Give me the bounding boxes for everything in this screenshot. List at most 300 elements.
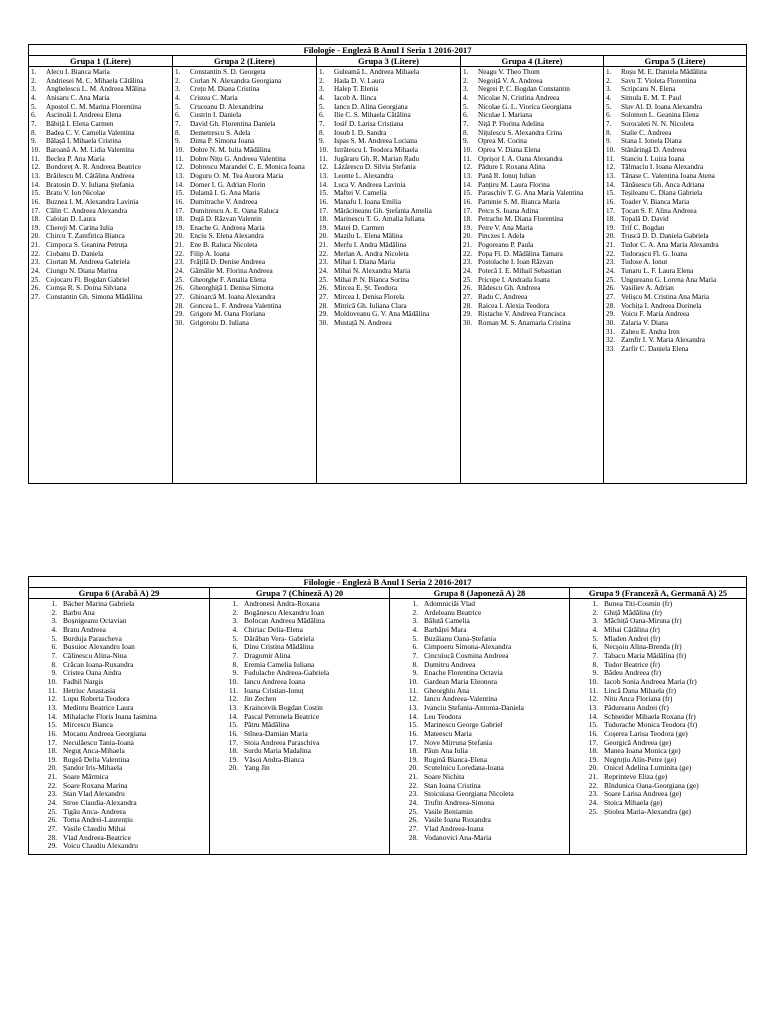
item-number: 9. <box>606 137 612 146</box>
student-list-item <box>214 713 386 722</box>
item-number: 28. <box>175 301 184 310</box>
student-name: Doguru O. M. Tea Aurora Maria <box>190 171 284 180</box>
student-list-item <box>606 345 744 354</box>
student-list-item <box>463 146 601 155</box>
group-4-list <box>461 67 603 328</box>
student-name: Șandor Iris-Mihaela <box>63 764 123 773</box>
group-1-list <box>29 67 172 302</box>
item-number: 25. <box>606 275 615 284</box>
student-name: Corlan N. Alexandra Georgiana <box>190 76 282 85</box>
student-name: Anisaru C. Ana Maria <box>46 93 110 102</box>
student-name: Călinescu Alina-Nina <box>63 651 127 660</box>
student-name: Mladen Andrei (fr) <box>604 634 661 643</box>
student-name: Ghiță Mădălina (fr) <box>604 608 662 617</box>
item-number: 1. <box>232 600 238 608</box>
student-list-item <box>463 224 601 233</box>
item-number: 14. <box>606 180 615 189</box>
item-number: 4. <box>606 93 612 102</box>
student-list-item <box>606 137 744 146</box>
student-list-item <box>31 111 170 120</box>
student-name: Tabacu Maria Mădălina (fr) <box>604 651 687 660</box>
item-number: 14. <box>408 712 418 721</box>
item-number: 12. <box>228 695 238 704</box>
item-number: 18. <box>588 747 598 756</box>
student-name: Georgică Andreea (ge) <box>604 738 672 747</box>
item-number: 15. <box>175 189 184 198</box>
student-list-item <box>31 276 170 285</box>
student-name: Grigoroiu D. Iuliana <box>190 319 249 328</box>
item-number: 5. <box>232 634 238 643</box>
student-list-item <box>319 129 458 138</box>
student-list-item <box>606 172 744 181</box>
student-name: Luca V. Andreea Lavinia <box>334 180 406 189</box>
student-list-item <box>606 207 744 216</box>
student-list-item <box>175 94 314 103</box>
item-number: 27. <box>408 825 418 834</box>
student-name: Demetrescu S. Adela <box>190 128 251 137</box>
item-number: 18. <box>31 215 40 224</box>
item-number: 2. <box>51 608 57 617</box>
item-number: 1. <box>463 68 469 76</box>
student-list-item <box>175 267 314 276</box>
student-list-item <box>31 103 170 112</box>
item-number: 29. <box>606 310 615 319</box>
student-list-item <box>33 713 206 722</box>
item-number: 11. <box>229 686 238 695</box>
student-list-item <box>606 77 744 86</box>
student-list-item <box>574 695 743 704</box>
student-name: Mihai P. N. Bianca Sorina <box>334 275 410 284</box>
student-name: Voicu Claudiu Alexandru <box>63 842 138 851</box>
student-name: Iacob Sonia Andreea Maria (fr) <box>604 677 697 686</box>
student-list-item <box>31 232 170 241</box>
group-6-list <box>29 599 209 851</box>
student-name: Eremia Camelia Iuliana <box>244 660 315 669</box>
item-number: 20. <box>588 764 598 773</box>
student-name: Slav Al. D. Ioana Alexandra <box>621 102 703 111</box>
item-number: 4. <box>412 625 418 634</box>
item-number: 19. <box>228 755 238 764</box>
student-name: Ungureanu G. Lorena Ana Maria <box>621 275 717 284</box>
item-number: 21. <box>175 241 184 250</box>
student-name: Măchiță Oana-Miruna (fr) <box>604 617 682 626</box>
item-number: 3. <box>412 617 418 626</box>
item-number: 25. <box>31 275 40 284</box>
student-name: Fadhil Nargis <box>63 677 104 686</box>
student-list-item <box>463 129 601 138</box>
student-list-item <box>574 617 743 626</box>
student-list-item <box>33 764 206 773</box>
item-number: 18. <box>228 747 238 756</box>
student-list-item <box>574 782 743 791</box>
student-list-item <box>33 782 206 791</box>
student-name: Marinescu T. G. Amalia Iuliana <box>334 215 425 224</box>
student-list-item <box>214 617 386 626</box>
student-list-item <box>175 163 314 172</box>
student-name: Potecă I. E. Mihail Sebastian <box>478 267 562 276</box>
group-6-list-cell <box>29 599 210 855</box>
item-number: 11. <box>31 154 40 163</box>
student-list-item <box>319 111 458 120</box>
series-2-body-row <box>29 599 747 855</box>
student-list-item <box>33 669 206 678</box>
student-name: Gheorghe F. Amalia Elena <box>190 275 266 284</box>
item-number: 21. <box>463 241 472 250</box>
item-number: 1. <box>319 68 325 76</box>
student-list-item <box>175 103 314 112</box>
student-name: Pascal Petronela Beatrice <box>244 712 320 721</box>
student-name: Țocan S. F. Alina Andreea <box>621 206 697 215</box>
student-name: Savu T. Violeta Florentina <box>621 76 697 85</box>
student-list-item <box>175 181 314 190</box>
student-name: Zamfir I. V. Maria Alexandra <box>621 336 705 345</box>
student-name: Enciu S. Elena Alexandra <box>190 232 264 241</box>
student-name: Niță P. Florina Adelina <box>478 119 544 128</box>
item-number: 29. <box>319 310 328 319</box>
student-name: Schneider Mihaela Roxana (fr) <box>604 712 696 721</box>
student-list-item <box>463 258 601 267</box>
student-name: Ciortan M. Andreea Gabriela <box>46 258 130 267</box>
student-name: Dinu Cristina Mădălina <box>244 643 314 652</box>
student-name: Chircu T. Zamfirica Bianca <box>46 232 125 241</box>
student-list-item <box>33 661 206 670</box>
item-number: 10. <box>31 145 40 154</box>
item-number: 13. <box>606 171 615 180</box>
item-number: 16. <box>228 729 238 738</box>
student-list-item <box>463 163 601 172</box>
student-list-item <box>394 790 566 799</box>
item-number: 12. <box>463 163 472 172</box>
student-name: Kraincevik Bogdan Costin <box>244 703 323 712</box>
student-name: Truscă D. D. Daniela Gabriela <box>621 232 709 241</box>
student-name: Vasile Beniamin <box>424 807 473 816</box>
student-name: Negrei P. C. Bogdan Constantin <box>478 85 570 94</box>
item-number: 24. <box>31 267 40 276</box>
item-number: 16. <box>606 197 615 206</box>
item-number: 5. <box>51 634 57 643</box>
group-6-header: Grupa 6 (Arabă A) 29 <box>29 588 210 599</box>
student-name: Fudulache Andreea-Gabriela <box>244 669 330 678</box>
item-number: 12. <box>31 163 40 172</box>
student-name: Zarfir C. Daniela Elena <box>621 345 689 353</box>
student-name: Domer I. G. Adrian Florin <box>190 180 266 189</box>
student-list-item <box>31 137 170 146</box>
student-list-item <box>175 189 314 198</box>
student-list-item <box>31 172 170 181</box>
student-name: Gardean Maria Eleonora <box>424 677 498 686</box>
student-list-item <box>394 687 566 696</box>
student-name: Beclea P. Ana Maria <box>46 154 105 163</box>
item-number: 5. <box>175 102 181 111</box>
student-name: Toader V. Bianca Maria <box>621 197 690 206</box>
item-number: 8. <box>175 128 181 137</box>
student-list-item <box>394 652 566 661</box>
student-name: Raicea I. Alexia Teodora <box>478 301 550 310</box>
item-number: 20. <box>228 764 238 773</box>
student-list-item <box>33 739 206 748</box>
item-number: 10. <box>228 677 238 686</box>
student-name: Leu Teodora <box>424 712 462 721</box>
student-list-item <box>214 687 386 696</box>
item-number: 28. <box>47 833 57 842</box>
student-name: Dumitrache V. Andreea <box>190 197 258 206</box>
student-name: Simula E. M. T. Paul <box>621 93 682 102</box>
item-number: 2. <box>232 608 238 617</box>
student-list-item <box>33 730 206 739</box>
student-name: Popa Fl. D. Mădălina Tamara <box>478 249 563 258</box>
item-number: 9. <box>51 669 57 678</box>
student-name: Halep T. Elenis <box>334 85 379 94</box>
student-name: Barbăței Mara <box>424 625 467 634</box>
item-number: 21. <box>588 773 598 782</box>
student-name: Manafu I. Ioana Emilia <box>334 197 402 206</box>
student-name: Postolache I. Ioan Răzvan <box>478 258 554 267</box>
item-number: 20. <box>319 232 328 241</box>
student-name: Pădureanu Andrei (fr) <box>604 703 669 712</box>
item-number: 3. <box>606 85 612 94</box>
student-name: Tudor C. A. Ana Maria Alexandra <box>621 241 719 250</box>
student-name: Bălașă I. Mihaela Cristina <box>46 137 122 146</box>
student-name: Vodanovici Ana-Maria <box>424 833 492 842</box>
student-list-item <box>394 643 566 652</box>
student-name: Caloian D. Laura <box>46 215 96 224</box>
item-number: 14. <box>319 180 328 189</box>
student-list-item <box>214 626 386 635</box>
item-number: 21. <box>408 773 418 782</box>
student-name: Dumitrescu A. E. Oana Raluca <box>190 206 279 215</box>
item-number: 21. <box>31 241 40 250</box>
student-name: Andriesei M. C. Mihaela Cătălina <box>46 76 144 85</box>
student-list-item <box>33 790 206 799</box>
item-number: 12. <box>588 695 598 704</box>
student-list-item <box>33 609 206 618</box>
item-number: 27. <box>606 293 615 302</box>
item-number: 4. <box>319 93 325 102</box>
student-name: Nițulescu S. Alexandra Crina <box>478 128 563 137</box>
item-number: 17. <box>175 206 184 215</box>
student-name: Neagu V. Theo Thom <box>478 68 540 76</box>
student-name: Pană R. Ionuț Iulian <box>478 171 536 180</box>
item-number: 25. <box>175 275 184 284</box>
student-name: Toma Andrei-Laurențiu <box>63 816 133 825</box>
student-list-item <box>394 600 566 609</box>
item-number: 9. <box>592 669 598 678</box>
student-list-item <box>463 120 601 129</box>
student-list-item <box>574 626 743 635</box>
student-name: Iancu Andreea Ioana <box>244 677 306 686</box>
item-number: 1. <box>592 600 598 608</box>
student-name: Scutelnicu Loredana-Ioana <box>424 764 504 773</box>
student-name: Filip A. Ioana <box>190 249 230 258</box>
student-name: Petrache M. Diana Florentina <box>478 215 564 224</box>
student-name: Dumitru Andreea <box>424 660 476 669</box>
student-list-item <box>175 77 314 86</box>
item-number: 17. <box>319 206 328 215</box>
item-number: 3. <box>31 85 37 94</box>
series-1-header-row <box>29 56 747 67</box>
group-1-list-cell <box>29 67 173 484</box>
student-list-item <box>214 721 386 730</box>
student-name: Onicel Adelina Luminita (ge) <box>604 764 692 773</box>
student-list-item <box>319 258 458 267</box>
item-number: 30. <box>175 319 184 328</box>
student-name: Pogoreanu P. Paula <box>478 241 534 250</box>
group-7-list-cell <box>210 599 390 855</box>
group-9-list <box>570 599 746 816</box>
student-name: Bădeu Andreea (fr) <box>604 669 662 678</box>
student-name: Neguț Anca-Mihaela <box>63 747 125 756</box>
student-list-item <box>175 155 314 164</box>
student-name: Stoica Mihaela (ge) <box>604 799 663 808</box>
student-list-item <box>31 163 170 172</box>
item-number: 10. <box>408 677 418 686</box>
item-number: 23. <box>606 258 615 267</box>
student-name: Merfu I. Andra Mădălina <box>334 241 407 250</box>
student-list-item <box>319 215 458 224</box>
student-list-item <box>31 120 170 129</box>
student-list-item <box>31 241 170 250</box>
student-name: Frățilă D. Denise Andreea <box>190 258 266 267</box>
student-list-item <box>31 258 170 267</box>
student-list-item <box>574 713 743 722</box>
student-list-item <box>31 146 170 155</box>
item-number: 14. <box>47 712 57 721</box>
series-1-title: Filologie - Engleză B Anul I Seria 1 2016-2017 <box>29 45 747 56</box>
item-number: 24. <box>588 799 598 808</box>
student-name: Bratosin D. V. Iuliana Ștefania <box>46 180 134 189</box>
student-list-item <box>606 181 744 190</box>
student-list-item <box>606 68 744 77</box>
student-list-item <box>175 207 314 216</box>
student-name: Nicolae N. Cristina Andreea <box>478 93 560 102</box>
item-number: 19. <box>463 223 472 232</box>
student-list-item <box>606 94 744 103</box>
item-number: 3. <box>463 85 469 94</box>
item-number: 5. <box>319 102 325 111</box>
group-8-list <box>390 599 569 842</box>
student-name: Bogănescu Alexandru Ioan <box>244 608 325 617</box>
student-name: Trufin Andreea-Simona <box>424 799 495 808</box>
student-list-item <box>606 250 744 259</box>
student-name: Solomon L. Geanina Elena <box>621 111 699 120</box>
item-number: 2. <box>175 76 181 85</box>
student-name: Sorocaleti N. N. Nicoleta <box>621 119 694 128</box>
student-list-item <box>33 635 206 644</box>
student-name: Velișcu M. Cristina Ana Maria <box>621 293 710 302</box>
student-list-item <box>574 808 743 817</box>
student-name: Scripcaru N. Elena <box>621 85 676 94</box>
series-2-table <box>28 576 747 855</box>
student-list-item <box>33 747 206 756</box>
student-name: Băbiță I. Elena Carmen <box>46 119 114 128</box>
student-name: Ghioarcă M. Ioana Alexandra <box>190 293 276 302</box>
student-list-item <box>606 155 744 164</box>
student-list-item <box>394 730 566 739</box>
item-number: 30. <box>606 319 615 328</box>
item-number: 20. <box>31 232 40 241</box>
student-name: Gheorghiu Ana <box>424 686 470 695</box>
item-number: 8. <box>463 128 469 137</box>
student-name: Manea Ioana Monica (ge) <box>604 747 681 756</box>
student-name: Cristea C. Maria <box>190 93 238 102</box>
student-list-item <box>214 652 386 661</box>
student-name: Cincuiucă Cosmina Andreea <box>424 651 509 660</box>
item-number: 26. <box>31 284 40 293</box>
student-list-item <box>606 224 744 233</box>
item-number: 10. <box>588 677 598 686</box>
student-list-item <box>463 189 601 198</box>
item-number: 23. <box>408 790 418 799</box>
student-list-item <box>175 284 314 293</box>
item-number: 15. <box>588 721 598 730</box>
student-list-item <box>394 808 566 817</box>
item-number: 22. <box>175 249 184 258</box>
student-name: Iacob A. Ilinca <box>334 93 377 102</box>
student-list-item <box>175 85 314 94</box>
student-name: Maftei V. Camelia <box>334 189 387 198</box>
item-number: 9. <box>412 669 418 678</box>
student-list-item <box>214 695 386 704</box>
student-list-item <box>606 336 744 345</box>
student-list-item <box>175 241 314 250</box>
student-list-item <box>175 129 314 138</box>
item-number: 26. <box>319 284 328 293</box>
item-number: 3. <box>232 617 238 626</box>
student-list-item <box>463 85 601 94</box>
item-number: 5. <box>592 634 598 643</box>
item-number: 5. <box>606 102 612 111</box>
student-list-item <box>33 652 206 661</box>
item-number: 11. <box>409 686 418 695</box>
item-number: 11. <box>175 154 184 163</box>
student-name: Petre V. Ana Maria <box>478 223 533 232</box>
item-number: 7. <box>232 651 238 660</box>
student-list-item <box>394 799 566 808</box>
item-number: 20. <box>175 232 184 241</box>
group-7-header: Grupa 7 (Chineză A) 20 <box>210 588 390 599</box>
item-number: 1. <box>175 68 181 76</box>
student-name: Panțiru M. Laura Florina <box>478 180 550 189</box>
item-number: 21. <box>606 241 615 250</box>
student-list-item <box>606 163 744 172</box>
student-name: Merlan A. Andra Nicoleta <box>334 249 409 258</box>
student-list-item <box>574 635 743 644</box>
item-number: 22. <box>408 781 418 790</box>
student-name: Mazilu L. Elena Mălina <box>334 232 403 241</box>
item-number: 22. <box>588 781 598 790</box>
item-number: 26. <box>408 816 418 825</box>
student-list-item <box>33 617 206 626</box>
student-name: Știolea Maria-Alexandra (ge) <box>604 807 692 816</box>
student-list-item <box>606 129 744 138</box>
student-list-item <box>319 198 458 207</box>
student-list-item <box>606 146 744 155</box>
student-list-item <box>33 695 206 704</box>
student-name: Stan Vlad Alexandru <box>63 790 125 799</box>
student-name: Cimpoeru Simona-Alexandra <box>424 643 512 652</box>
item-number: 4. <box>463 93 469 102</box>
item-number: 27. <box>319 293 328 302</box>
student-name: Niculae I. Mariana <box>478 111 533 120</box>
group-3-header: Grupa 3 (Litere) <box>317 56 461 67</box>
item-number: 11. <box>589 686 598 695</box>
student-name: Lăzărescu D. Silvia Ștefania <box>334 163 416 172</box>
item-number: 22. <box>47 781 57 790</box>
student-list-item <box>394 635 566 644</box>
student-name: Goncea L. F. Andreea Valentina <box>190 301 282 310</box>
student-list-item <box>463 94 601 103</box>
student-list-item <box>463 77 601 86</box>
